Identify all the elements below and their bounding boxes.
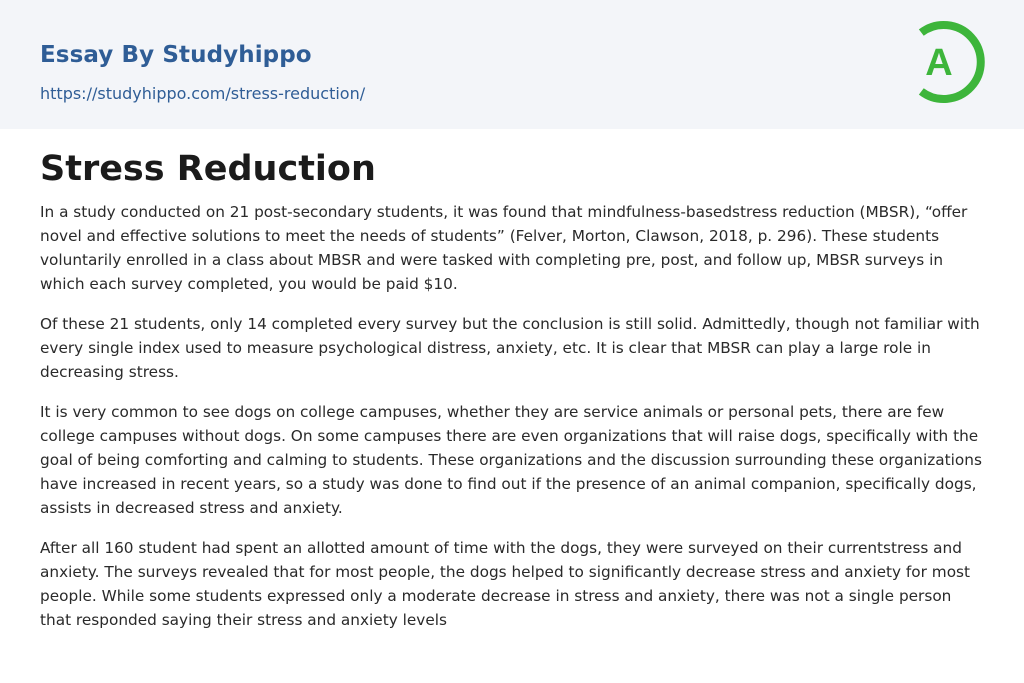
site-header [0,0,1024,129]
article-paragraph: In a study conducted on 21 post-secondary students, it was found that mindfulness-basedstress reduction (MBSR), “offer novel and effective solutions to meet the needs of students” (Felver, Morton, Clawson, 2018, p. 296). These students voluntarily enrolled in a class about MBSR and were tasked with completing pre, post, and follow up, MBSR surveys in which each survey completed, you would be paid $10. [40,203,968,293]
article-paragraph: Of these 21 students, only 14 completed every survey but the conclusion is still solid. Admittedly, though not familiar with every single index used to measure psychological distress, anxiety, etc. It is clear that MBSR can play a large role in decreasing stress. [40,315,980,381]
article-paragraph: It is very common to see dogs on college campuses, whether they are service animals or personal pets, there are few college campuses without dogs. On some campuses there are even organizations that will raise dogs, specifically with the goal of being comforting and calming to students. These organizations and the discussion surrounding these organizations have increased in recent years, so a study was done to find out if the presence of an animal companion, specifically dogs, assists in decreased stress and anxiety. [40,403,982,517]
article-url-link[interactable]: https://studyhippo.com/stress-reduction/ [40,84,366,103]
article-title: Stress Reduction [40,149,376,189]
article-paragraph: After all 160 student had spent an allotted amount of time with the dogs, they were surveyed on their currentstress and anxiety. The surveys revealed that for most people, the dogs helped to significantly decrease stress and anxiety for most people. While some students expressed only a moderate decrease in stress and anxiety, there was not a single person that responded saying their stress and anxiety levels [40,539,971,629]
site-title[interactable]: Essay By Studyhippo [40,42,312,68]
article [0,147,1024,632]
logo-letter: A [925,42,953,84]
studyhippo-logo-icon[interactable] [912,18,988,106]
